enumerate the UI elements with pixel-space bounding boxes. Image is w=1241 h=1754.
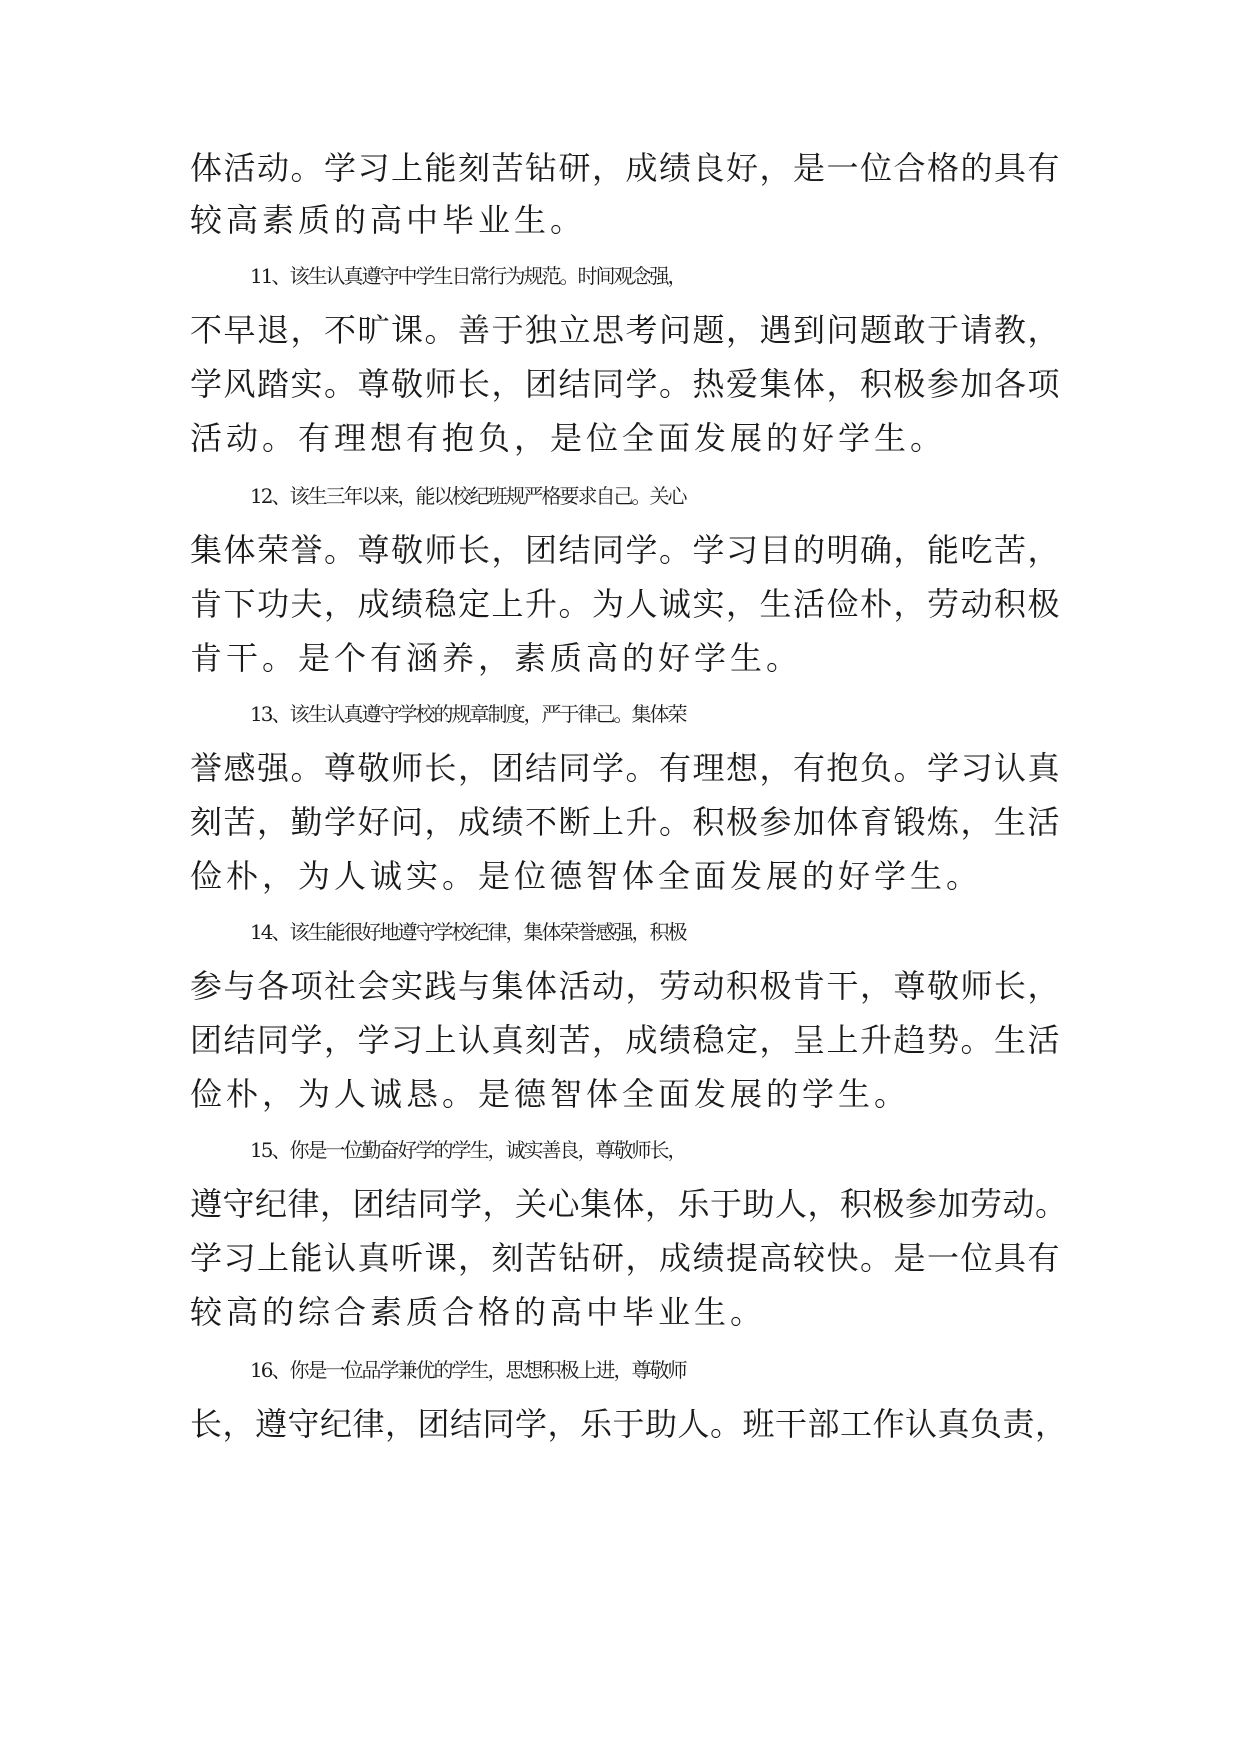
text-line: 较高的综合素质合格的高中毕业生。 <box>190 1293 767 1331</box>
paragraph-start-14: 14、该生能很好地遵守学校纪律，集体荣誉感强，积极 <box>250 920 686 944</box>
text-line: 肯下功夫，成绩稳定上升。为人诚实，生活俭朴，劳动积极 <box>190 585 1062 623</box>
text-line: 遵守纪律，团结同学，关心集体，乐于助人，积极参加劳动。 <box>190 1185 1068 1223</box>
paragraph-start-11: 11、该生认真遵守中学生日常行为规范。时间观念强， <box>250 264 686 288</box>
paragraph-start-15: 15、你是一位勤奋好学的学生，诚实善良，尊敬师长， <box>250 1138 686 1162</box>
text-line: 俭朴，为人诚恳。是德智体全面发展的学生。 <box>190 1075 911 1113</box>
text-line: 团结同学，学习上认真刻苦，成绩稳定，呈上升趋势。生活 <box>190 1021 1062 1059</box>
text-line: 誉感强。尊敬师长，团结同学。有理想，有抱负。学习认真 <box>190 749 1062 787</box>
text-line: 俭朴，为人诚实。是位德智体全面发展的好学生。 <box>190 857 983 895</box>
text-line: 较高素质的高中毕业生。 <box>190 201 587 239</box>
paragraph-start-13: 13、该生认真遵守学校的规章制度，严于律己。集体荣 <box>250 702 686 726</box>
text-line: 刻苦，勤学好问，成绩不断上升。积极参加体育锻炼，生活 <box>190 803 1062 841</box>
text-line: 长，遵守纪律，团结同学，乐于助人。班干部工作认真负责， <box>190 1405 1068 1443</box>
text-line: 不早退，不旷课。善于独立思考问题，遇到问题敢于请教， <box>190 311 1062 349</box>
text-line: 参与各项社会实践与集体活动，劳动积极肯干，尊敬师长， <box>190 967 1062 1005</box>
paragraph-start-16: 16、你是一位品学兼优的学生，思想积极上进，尊敬师 <box>250 1358 686 1382</box>
text-line: 活动。有理想有抱负，是位全面发展的好学生。 <box>190 419 947 457</box>
text-line: 集体荣誉。尊敬师长，团结同学。学习目的明确，能吃苦， <box>190 531 1062 569</box>
text-line: 肯干。是个有涵养，素质高的好学生。 <box>190 639 803 677</box>
text-line: 学风踏实。尊敬师长，团结同学。热爱集体，积极参加各项 <box>190 365 1062 403</box>
text-line: 学习上能认真听课，刻苦钻研，成绩提高较快。是一位具有 <box>190 1239 1062 1277</box>
text-line: 体活动。学习上能刻苦钻研，成绩良好，是一位合格的具有 <box>190 149 1062 187</box>
paragraph-start-12: 12、该生三年以来，能以校纪班规严格要求自己。关心 <box>250 484 686 508</box>
